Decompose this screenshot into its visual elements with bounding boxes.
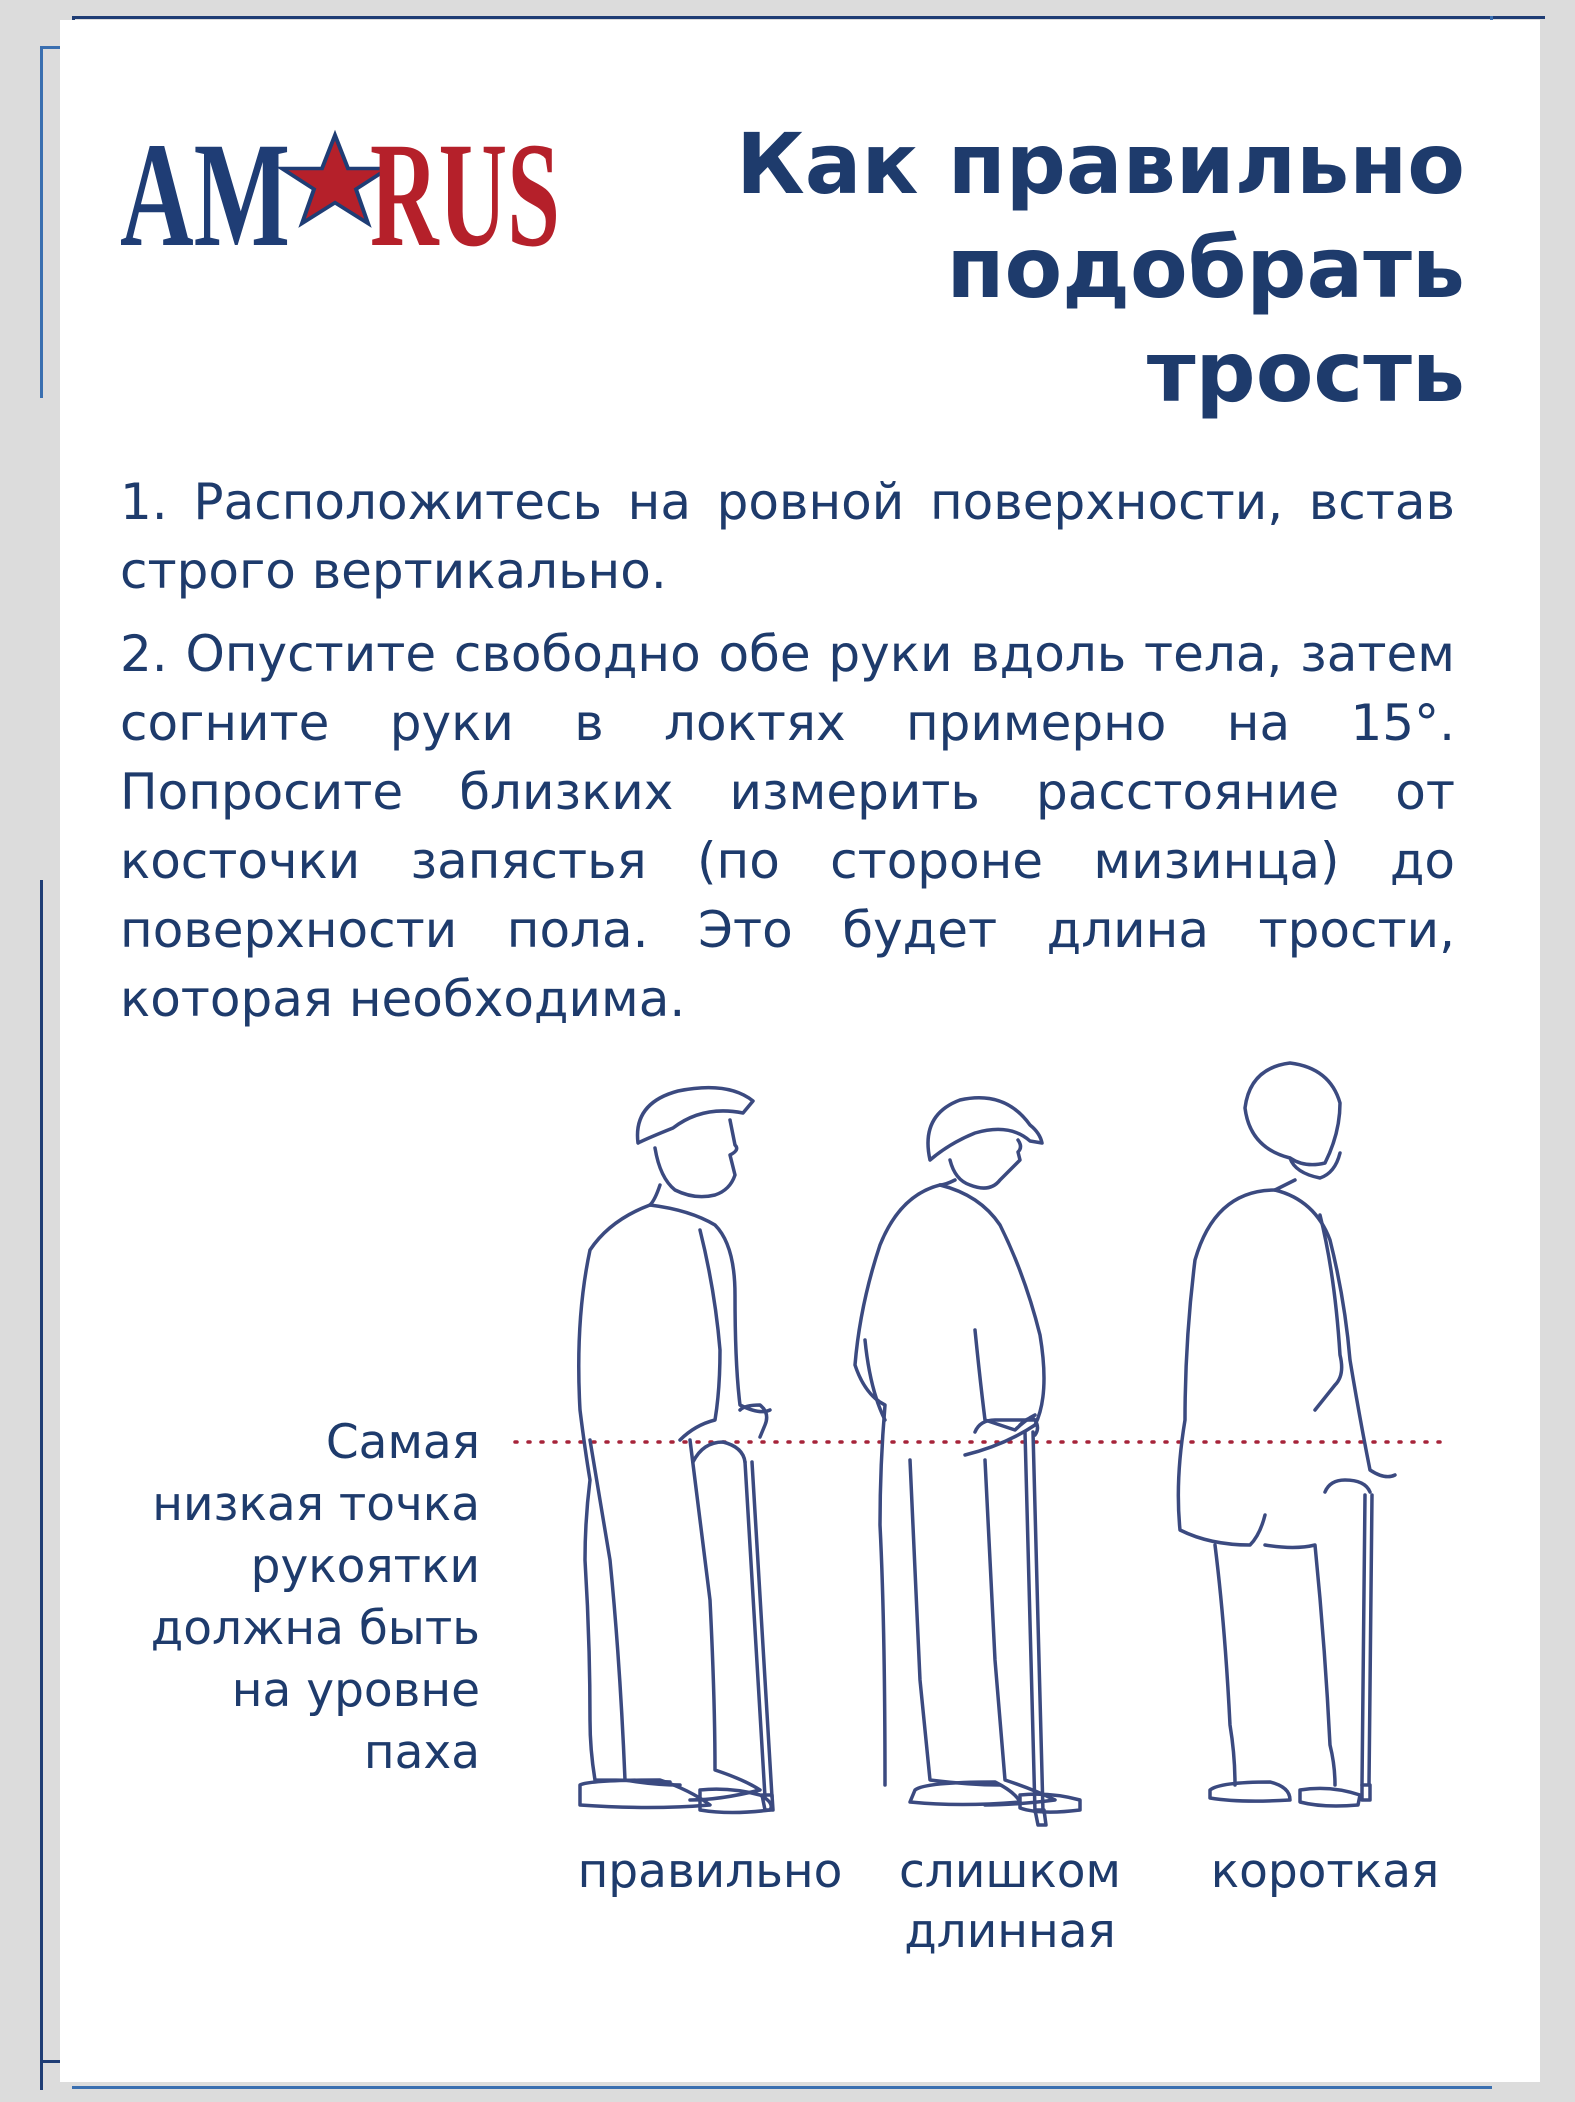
logo-text-rus: RUS	[370, 112, 560, 278]
frame-left-line-bottom	[40, 880, 43, 2090]
handle-height-note	[120, 1412, 480, 1784]
note-line-3: рукоятки	[250, 1539, 480, 1594]
caption-too-long	[870, 1842, 1150, 1962]
note-line-4: должна быть	[150, 1601, 480, 1656]
instruction-steps	[120, 468, 1455, 1048]
caption-too-long-line-1: слишком	[898, 1844, 1122, 1899]
caption-too-long-line-2: длинная	[904, 1904, 1116, 1959]
note-line-5: на уровне	[231, 1663, 480, 1718]
note-line-2: низкая точка	[152, 1477, 480, 1532]
title-line-1: Как правильно	[736, 115, 1465, 213]
caption-correct	[565, 1842, 855, 1902]
logo-text-am: AM	[120, 112, 290, 278]
frame-left-inner-line-top	[40, 46, 43, 398]
step-1: 1. Расположитесь на ровной поверхности, встав строго вертикально.	[120, 473, 1455, 600]
note-line-6: паха	[363, 1725, 480, 1780]
caption-short	[1190, 1842, 1460, 1902]
step-2: 2. Опустите свободно обе руки вдоль тела, затем согните руки в локтях примерно на 15°. Попросите близких измерить расстояние от косточки запястья (по стороне мизинца) до поверхности пола. Это будет длина трости, которая необходима.	[120, 625, 1455, 1028]
title-line-2: подобрать	[946, 219, 1465, 317]
title-line-3: трость	[1146, 323, 1465, 421]
note-line-1: Самая	[325, 1415, 480, 1470]
frame-top-line	[75, 16, 1545, 19]
frame-bottom-inner-line	[72, 2086, 1492, 2089]
caption-short-line-1: короткая	[1210, 1844, 1440, 1899]
page-title	[665, 112, 1465, 424]
brand-logo	[120, 112, 560, 278]
caption-correct-line-1: правильно	[577, 1844, 843, 1899]
